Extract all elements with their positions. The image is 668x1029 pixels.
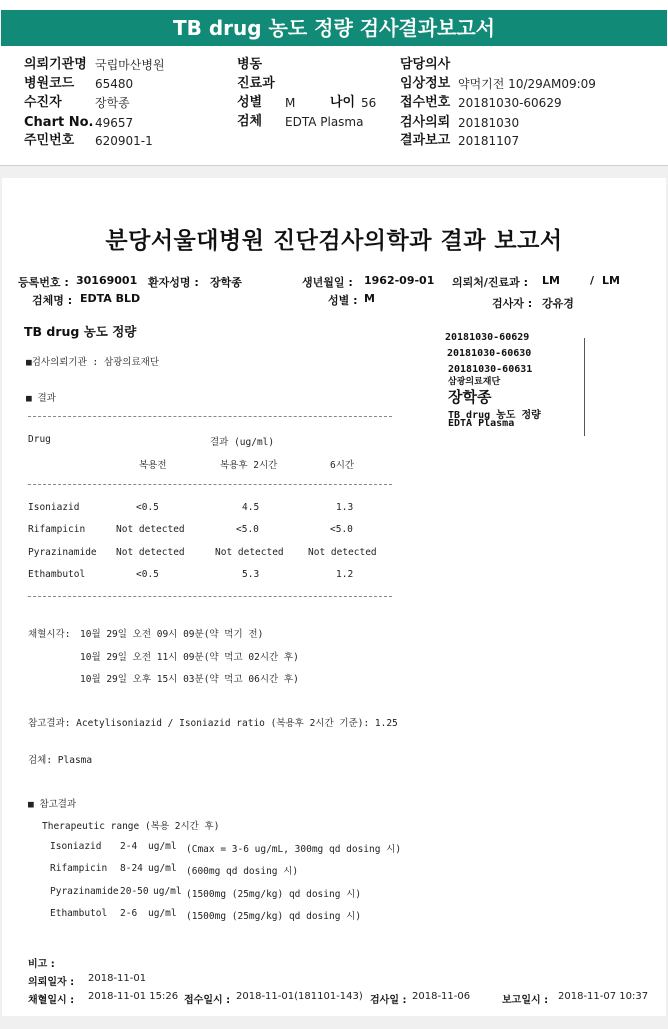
- institution-value: 국립마산병원: [95, 58, 165, 72]
- dept-label: 진료과: [237, 76, 275, 91]
- sex-value: M: [285, 96, 296, 110]
- therapeutic-note: (Cmax = 3-6 ug/mL, 300mg qd dosing 시): [186, 844, 402, 855]
- stamp-line-4: 삼광의료재단: [448, 377, 501, 387]
- request-label: 검사의뢰: [400, 115, 451, 130]
- summary-panel: [0, 0, 668, 166]
- receipt-time-value: 2018-11-01(181101-143): [236, 991, 363, 1002]
- stamp-line-7: EDTA Plasma: [448, 418, 515, 429]
- col-header-6h: 6시간: [330, 460, 355, 471]
- row-6h: 1.3: [336, 502, 354, 513]
- stamp-line-3: 20181030-60631: [448, 364, 533, 375]
- request-value: 20181030: [458, 116, 520, 130]
- test-date-label: 검사일 :: [370, 995, 407, 1006]
- receipt-label: 접수번호: [400, 95, 451, 110]
- sampling-time: 10월 29일 오후 15시 03분(약 먹고 06시간 후): [80, 674, 299, 685]
- row-6h: <5.0: [330, 524, 353, 535]
- referrer-value: LM: [542, 274, 560, 287]
- results-section-heading: ■ 결과: [26, 393, 56, 404]
- therapeutic-range: 20-50: [120, 886, 149, 897]
- report-sex-value: M: [364, 292, 375, 305]
- institution-label: 의뢰기관명: [24, 57, 87, 72]
- therapeutic-drug: Rifampicin: [50, 863, 108, 874]
- dob-value: 1962-09-01: [364, 274, 435, 287]
- therapeutic-range: 2-4: [120, 841, 138, 852]
- hospital-code-value: 65480: [95, 77, 134, 91]
- report-value: 20181107: [458, 134, 520, 148]
- resident-no-label: 주민번호: [24, 133, 75, 148]
- summary-title: TB drug 농도 정량 검사결과보고서: [1, 10, 667, 46]
- row-drug: Isoniazid: [28, 502, 80, 513]
- sampling-time: 10월 29일 오전 11시 09분(약 먹고 02시간 후): [80, 652, 299, 663]
- row-drug: Pyrazinamide: [28, 547, 97, 558]
- receipt-time-label: 접수일시 :: [184, 995, 231, 1006]
- chart-no-label: Chart No.: [24, 115, 94, 130]
- therapeutic-note: (1500mg (25mg/kg) qd dosing 시): [186, 911, 362, 922]
- stamp-edge: [584, 338, 585, 436]
- therapeutic-note: (1500mg (25mg/kg) qd dosing 시): [186, 889, 362, 900]
- therapeutic-unit: ug/ml: [148, 841, 177, 852]
- sampling-label: 채혈시각:: [28, 629, 71, 640]
- row-pre: <0.5: [136, 502, 159, 513]
- patient-label: 수진자: [24, 95, 62, 110]
- test-title: TB drug 농도 정량: [24, 324, 137, 339]
- report-time-label: 보고일시 :: [502, 995, 549, 1006]
- referrer-dept-value: LM: [602, 274, 620, 287]
- table-top-rule: [28, 416, 392, 417]
- dob-label: 생년월일 :: [302, 276, 353, 289]
- remarks-label: 비고 :: [28, 959, 55, 970]
- patient-value: 장학종: [95, 96, 130, 110]
- row-2h: <5.0: [236, 524, 259, 535]
- patient-name-label: 환자성명 :: [148, 276, 199, 289]
- reference-section-heading: ■ 참고결과: [28, 799, 77, 810]
- therapeutic-range: 8-24: [120, 863, 143, 874]
- row-2h: 4.5: [242, 502, 260, 513]
- stamp-line-6: TB drug 농도 정량: [448, 410, 541, 421]
- therapeutic-drug: Isoniazid: [50, 841, 102, 852]
- clinical-value: 약먹기전 10/29AM09:09: [458, 77, 596, 91]
- row-6h: Not detected: [308, 547, 377, 558]
- drug-header: Drug: [28, 434, 51, 445]
- col-header-pre: 복용전: [139, 460, 167, 471]
- stamp-line-1: 20181030-60629: [445, 332, 530, 343]
- draw-value: 2018-11-01 15:26: [88, 991, 179, 1002]
- sex-label: 성별: [237, 95, 263, 110]
- tester-label: 검사자 :: [492, 297, 533, 310]
- stamp-line-5: 장학종: [448, 388, 492, 406]
- row-6h: 1.2: [336, 569, 354, 580]
- row-2h: 5.3: [242, 569, 260, 580]
- specimen-label: 검체: [237, 114, 263, 129]
- col-header-2h: 복용후 2시간: [220, 460, 278, 471]
- request-date-label: 의뢰일자 :: [28, 977, 75, 988]
- specimen-line: 검체: Plasma: [28, 755, 93, 766]
- receipt-value: 20181030-60629: [458, 96, 562, 110]
- referrer-separator: /: [590, 274, 595, 287]
- reg-no-label: 등록번호 :: [18, 276, 69, 289]
- row-pre: Not detected: [116, 524, 185, 535]
- table-header-rule: [28, 484, 392, 485]
- ward-label: 병동: [237, 57, 263, 72]
- therapeutic-note: (600mg qd dosing 시): [186, 866, 299, 877]
- age-label: 나이: [330, 95, 356, 110]
- stamp-line-2: 20181030-60630: [447, 348, 532, 359]
- report-page: [2, 178, 666, 1016]
- report-time-value: 2018-11-07 10:37: [558, 991, 649, 1002]
- result-unit-header: 결과 (ug/ml): [210, 437, 275, 448]
- report-sex-label: 성별 :: [328, 294, 358, 307]
- age-value: 56: [361, 96, 377, 110]
- tester-value: 강유경: [542, 297, 574, 310]
- clinical-label: 임상정보: [400, 76, 451, 91]
- specimen-name-value: EDTA BLD: [80, 292, 141, 305]
- reg-no-value: 30169001: [76, 274, 138, 287]
- therapeutic-unit: ug/ml: [148, 908, 177, 919]
- reference-result-line: 참고결과: Acetylisoniazid / Isoniazid ratio (복용후 2시간 기준): 1.25: [28, 718, 398, 729]
- draw-label: 채혈일시 :: [28, 995, 75, 1006]
- row-pre: <0.5: [136, 569, 159, 580]
- report-label: 결과보고: [400, 133, 451, 148]
- row-drug: Ethambutol: [28, 569, 86, 580]
- request-date-value: 2018-11-01: [88, 973, 147, 984]
- resident-no-value: 620901-1: [95, 134, 153, 148]
- test-date-value: 2018-11-06: [412, 991, 471, 1002]
- therapeutic-drug: Ethambutol: [50, 908, 108, 919]
- row-2h: Not detected: [215, 547, 284, 558]
- row-pre: Not detected: [116, 547, 185, 558]
- therapeutic-unit: ug/ml: [153, 886, 182, 897]
- specimen-value: EDTA Plasma: [285, 115, 364, 129]
- patient-name-value: 장학종: [210, 276, 242, 289]
- table-bottom-rule: [28, 596, 392, 597]
- therapeutic-unit: ug/ml: [148, 863, 177, 874]
- specimen-name-label: 검체명 :: [32, 294, 73, 307]
- doctor-label: 담당의사: [400, 57, 451, 72]
- sampling-time: 10월 29일 오전 09시 09분(약 먹기 전): [80, 629, 264, 640]
- report-title: 분당서울대병원 진단검사의학과 결과 보고서: [105, 228, 563, 254]
- therapeutic-drug: Pyrazinamide: [50, 886, 119, 897]
- row-drug: Rifampicin: [28, 524, 86, 535]
- referrer-label: 의뢰처/진료과 :: [452, 276, 529, 289]
- therapeutic-range-title: Therapeutic range (복용 2시간 후): [42, 821, 220, 832]
- agency-line: ■검사의뢰기관 : 삼광의료재단: [26, 357, 160, 368]
- therapeutic-range: 2-6: [120, 908, 138, 919]
- hospital-code-label: 병원코드: [24, 76, 75, 91]
- chart-no-value: 49657: [95, 116, 134, 130]
